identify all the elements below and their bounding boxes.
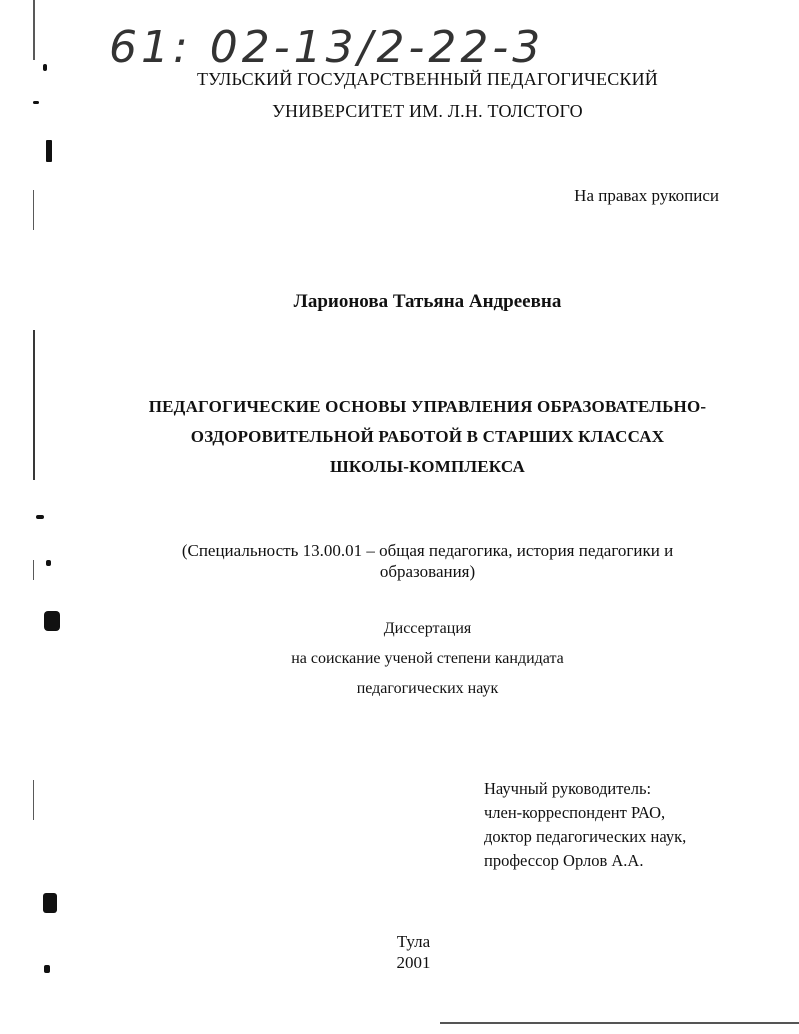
scan-edge-mark xyxy=(33,0,35,60)
specialty-line-2: образования) xyxy=(379,562,476,581)
scan-edge-mark xyxy=(33,190,34,230)
degree-line-2: педагогических наук xyxy=(356,680,499,697)
scan-spot xyxy=(46,140,52,162)
page-bottom-edge xyxy=(440,1022,799,1024)
university-name-line-2: УНИВЕРСИТЕТ ИМ. Л.Н. ТОЛСТОГО xyxy=(272,101,583,121)
dissertation-title-line-2: ОЗДОРОВИТЕЛЬНОЙ РАБОТОЙ В СТАРШИХ КЛАССАХ xyxy=(190,427,665,446)
advisor-title-2: доктор педагогических наук, xyxy=(484,827,687,846)
archive-number-text: 61: 02-13/2-22-3 xyxy=(109,22,545,73)
year: 2001 xyxy=(396,953,431,972)
scan-spot xyxy=(43,893,57,913)
dissertation-title-line-3: ШКОЛЫ-КОМПЛЕКСА xyxy=(330,457,525,476)
city: Тула xyxy=(396,932,431,951)
advisor-title-1: член-корреспондент РАО, xyxy=(484,803,666,822)
scan-edge-mark xyxy=(33,780,34,820)
manuscript-note: На правах рукописи xyxy=(574,186,719,205)
university-name-line-1: ТУЛЬСКИЙ ГОСУДАРСТВЕННЫЙ ПЕДАГОГИЧЕСКИЙ xyxy=(196,69,659,89)
degree-line-1: на соискание ученой степени кандидата xyxy=(291,650,564,667)
dissertation-label: Диссертация xyxy=(383,620,472,637)
advisor-heading: Научный руководитель: xyxy=(484,779,652,798)
scan-spot xyxy=(36,515,44,519)
author-name: Ларионова Татьяна Андреевна xyxy=(293,291,562,312)
specialty-line-1: (Специальность 13.00.01 – общая педагогика, история педагогики и xyxy=(181,541,674,560)
advisor-name: профессор Орлов А.А. xyxy=(484,851,644,870)
dissertation-title-line-1: ПЕДАГОГИЧЕСКИЕ ОСНОВЫ УПРАВЛЕНИЯ ОБРАЗОВАТЕЛЬНО- xyxy=(148,397,707,416)
